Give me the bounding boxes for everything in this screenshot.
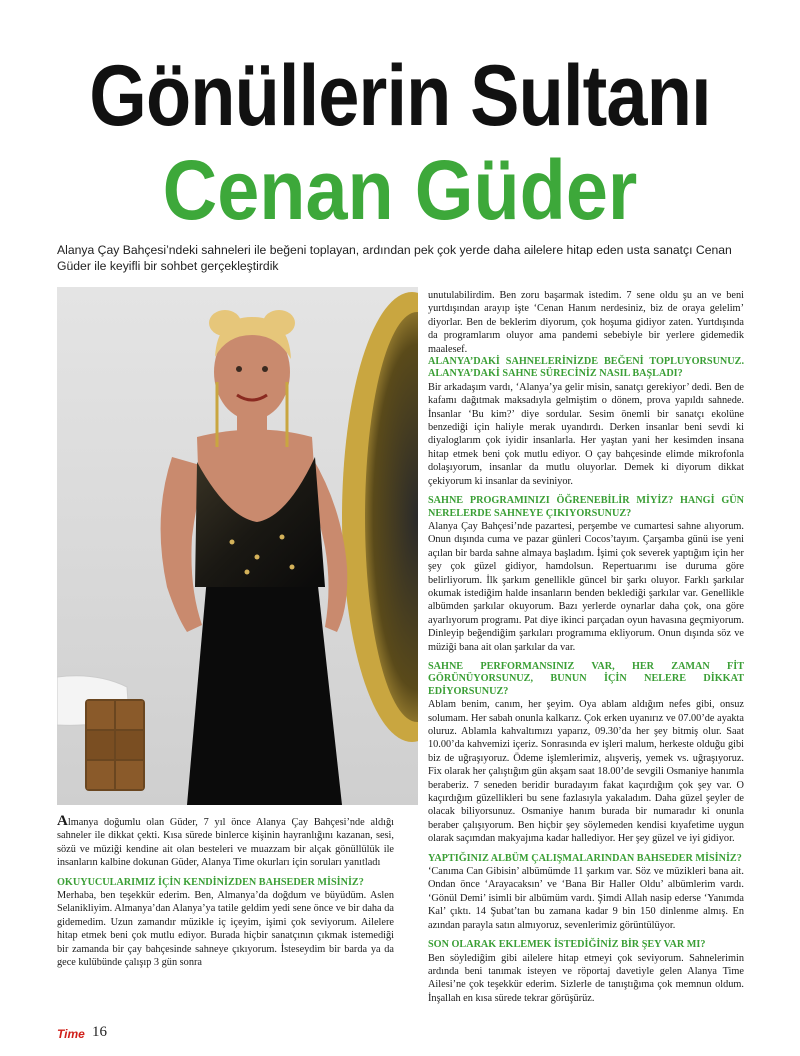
drop-cap: A <box>57 813 68 829</box>
question-4: SAHNE PERFORMANSINIZ VAR, HER ZAMAN FİT GÖRÜNÜYORSUNUZ, BUNUN İÇİN NELERE DİKKAT EDİYORSUNUZ? <box>428 660 744 697</box>
headline-line2: Cenan Güder <box>162 143 638 237</box>
question-3: SAHNE PROGRAMINIZI ÖĞRENEBİLİR MİYİZ? HANGİ GÜN NERELERDE SAHNEYE ÇIKIYORSUNUZ? <box>428 495 744 519</box>
left-column <box>57 815 394 969</box>
lead-text: lmanya doğumlu olan Güder, 7 yıl önce Alanya Çay Bahçesi’nde aldığı sahneler ile dikkat çekti. Kısa sürede binlerce kişinin hayranlığını kazanan, sesi, sözü ve müziği kendine ait olan besteleri ve muazzam bir alçak gönüllülük ile insanların kalbine dokunan Güder, Alanya Time okurları için soruları yanıtladı <box>57 817 394 869</box>
question-5: YAPTIĞINIZ ALBÜM ÇALIŞMALARINDAN BAHSEDER MİSİNİZ? <box>428 852 742 864</box>
portrait-illustration <box>57 287 418 805</box>
question-2: ALANYA’DAKİ SAHNELERİNİZDE BEĞENİ TOPLUYORSUNUZ. ALANYA’DAKİ SAHNE SÜRECİNİZ NASIL BAŞLADI? <box>428 356 744 380</box>
portrait-photo <box>57 287 418 805</box>
lead-paragraph <box>57 815 394 870</box>
headline-line1: Gönüllerin Sultanı <box>89 48 711 144</box>
intro-paragraph: Alanya Çay Bahçesi’ndeki sahneleri ile beğeni toplayan, ardından pek çok yerde daha ailelere hitap eden usta sanatçı Cenan Güder ile keyifli bir sohbet gerçekleştirdik <box>57 243 732 273</box>
question-1: OKUYUCULARIMIZ İÇİN KENDİNİZDEN BAHSEDER MİSİNİZ? <box>57 876 364 888</box>
right-column <box>428 289 744 1005</box>
answer-1: Merhaba, ben teşekkür ederim. Ben, Almanya’da doğdum ve büyüdüm. Aslen Selanikliyim. Almanya’dan Alanya’ya tatile geldim yedi sene önce ve bir daha da gidemedim. Uzun zamandır müzikle iç içeyim, işimi çok seviyorum. Ailelere hitap etmek beni çok mutlu ediyor. Burada hiçbir sanatçının çıkmak istemediği bir zamanda bir çay bahçesinde sahneye çıkıyorum. İsteseydim bir barda ya da gece kulübünde çalışıp 3 gün sonra <box>57 890 394 969</box>
answer-1-continued: unutulabilirdim. Ben zoru başarmak istedim. 7 sene oldu şu an ve beni yurtdışından arayıp işte ‘Cenan Hanım nerdesiniz, biz de oraya gelelim’ diyorlar. Ben de beklerim diyorum, çok hoşuma gidiyor zaten. Yurtdışında da programlarım oluyor ama pandemi sebebiyle bir yerlere gidemedik maalesef. <box>428 290 744 355</box>
answer-2: Bir arkadaşım vardı, ‘Alanya’ya gelir misin, sanatçı gerekiyor’ dedi. Ben de kafamı dağıtmak maksadıyla gelmiştim o dönem, prova yapıldı sahnede. İnsanlar ‘Bu kim?’ diye sordular. Sesim önemli bir sanatçı ekolüne benzediği için haliyle merak uyandırdı. Derken insanlar beni sevdi ki diyaloglarım çok iyidir insanlarla. Her yaştan yani her kesimden insana hitap etmek beni çok mutlu ediyor. O çay bahçesinde elimde mikrofonla dolaşıyorum, insanlar da mutlu oluyorlar. Demek ki diyorum dikkat çekiyorum ki insanlar da seviniyor. <box>428 381 744 487</box>
magazine-logo: Time <box>57 1027 85 1041</box>
answer-6: Ben söylediğim gibi ailelere hitap etmeyi çok seviyorum. Sahnelerimin ardında beni tanımak isteyen ve röportaj davetiyle gelen Alanya Time Ailesi’ne çok teşekkür ederim. Sizlerle de tanıştığıma çok memnun oldum. İnşallah en kısa sürede tekrar görüşürüz. <box>428 952 744 1004</box>
answer-5: ‘Canıma Can Gibisin’ albümümde 11 şarkım var. Söz ve müzikleri bana ait. Ondan önce ‘Arayacaksın’ ve ‘Bana Bir Haller Oldu’ albümlerim vardı. ‘Gönül Demi’ isimli bir albümüm vardı. Şimdi Allah nasip ederse ‘Yanımda Kal’ çıktı. 14 Şubat’tan bu zamana kadar 9 bin 150 dinlenme almış. En azından parayla satın almıyoruz, sevenlerimiz görüntülüyor. <box>428 866 744 931</box>
page-number: 16 <box>92 1024 107 1040</box>
answer-4: Ablam benim, canım, her şeyim. Oya ablam aldığım nefes gibi, onsuz solumam. Her sabah onunla kalkarız. Çok erken uyanırız ve 07.00’de ayakta oluruz. Ablamla kahvaltımızı yaparız, 09.30’da her şey bitmiş olur. Saat 10.00’da kahvemizi içeriz. Sonrasında ev işleri malum, herkeste olduğu gibi biz de uğraşıyoruz. Ödeme işlemlerimiz, alışveriş, yemek vs. uğraşıyoruz. Fix olarak her çalıştığım gün akşam saat 18.00’de sevgili Osmaniye hanımla beraberiz. 7 seneden beridir buradayım fakat kaçırdığım çok şey var. O kaçırdığım güzellikleri bu sene fazlasıyla yakaladım. Daha güzel şeyler de olacak biliyorsunuz. Osmaniye hanım burada bir numaradır ki onunla beraber çalışıyorum. Ben hiçbir şey söylemeden kendisi kıyafetime uygun olarak saçımdan makyajıma kadar hallediyor. Her şey güzel ve iyi gidiyor. <box>428 699 744 845</box>
question-6: SON OLARAK EKLEMEK İSTEDİĞİNİZ BİR ŞEY VAR MI? <box>428 939 706 951</box>
answer-3: Alanya Çay Bahçesi’nde pazartesi, perşembe ve cumartesi sahne alıyorum. Onun dışında cuma ve pazar günleri Cocos’tayım. Çarşamba günü ise yeni açılan bir barda sahne almaya başladım. İşimi çok severek yaptığım için her şey çok güzel gidiyor, hamdolsun. Repertuarımı ise duruma göre belirliyorum. İlk şarkım genellikle güncel bir şarkı oluyor. Farklı şarkılar okumak istediğim halde insanların benden beklediği şarkılar var. Genellikle albümden şarkılar okuyorum. Bazı yerlerde oynarlar daha çok, ona göre ayarlıyorum programı. Pat diye ikinci parçadan oyun havasına geçmiyorum. Dinleyip beğendiğim şarkıları programıma ekliyorum. Onun dışında söz ve müziği bana ait olan şarkılar da var. <box>428 520 744 653</box>
